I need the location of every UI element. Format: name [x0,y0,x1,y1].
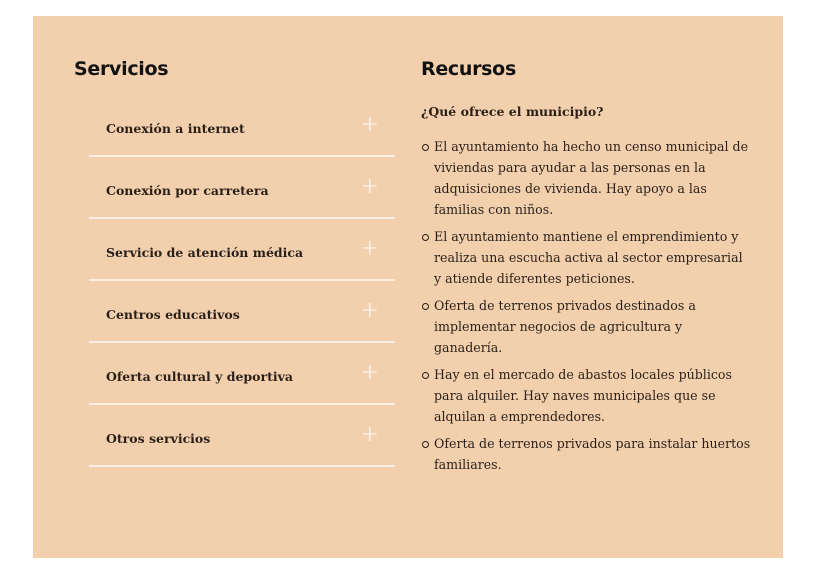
plus-icon[interactable]: + [360,360,379,385]
accordion-item-carretera[interactable] [89,157,395,219]
plus-icon[interactable]: + [360,174,379,199]
accordion-label: Servicio de atención médica [106,245,304,260]
list-item: Oferta de terrenos privados para instalar huertos familiares. [421,433,751,475]
accordion-item-otros[interactable] [89,405,395,467]
servicios-accordion [89,95,395,467]
plus-icon[interactable]: + [360,298,379,323]
accordion-label: Oferta cultural y deportiva [106,369,293,384]
accordion-label: Conexión por carretera [106,183,269,198]
content-panel [33,16,783,558]
plus-icon[interactable]: + [360,236,379,261]
list-item: El ayuntamiento mantiene el emprendimiento y realiza una escucha activa al sector empresarial y atiende diferentes peticiones. [421,226,751,289]
accordion-label: Conexión a internet [106,121,245,136]
accordion-item-cultural[interactable] [89,343,395,405]
list-item: Oferta de terrenos privados destinados a implementar negocios de agricultura y ganadería. [421,295,751,358]
list-item: Hay en el mercado de abastos locales públicos para alquiler. Hay naves municipales que se alquilan a emprendedores. [421,364,751,427]
servicios-heading: Servicios [74,58,169,80]
accordion-label: Otros servicios [106,431,211,446]
recursos-subtitle: ¿Qué ofrece el municipio? [421,104,604,119]
recursos-heading: Recursos [421,58,516,80]
plus-icon[interactable]: + [360,112,379,137]
plus-icon[interactable]: + [360,422,379,447]
accordion-item-educativos[interactable] [89,281,395,343]
recursos-section [421,104,751,481]
accordion-item-internet[interactable] [89,95,395,157]
list-item: El ayuntamiento ha hecho un censo municipal de viviendas para ayudar a las personas en la adquisiciones de vivienda. Hay apoyo a las familias con niños. [421,136,751,220]
accordion-label: Centros educativos [106,307,240,322]
recursos-list [421,136,751,475]
accordion-item-medica[interactable] [89,219,395,281]
